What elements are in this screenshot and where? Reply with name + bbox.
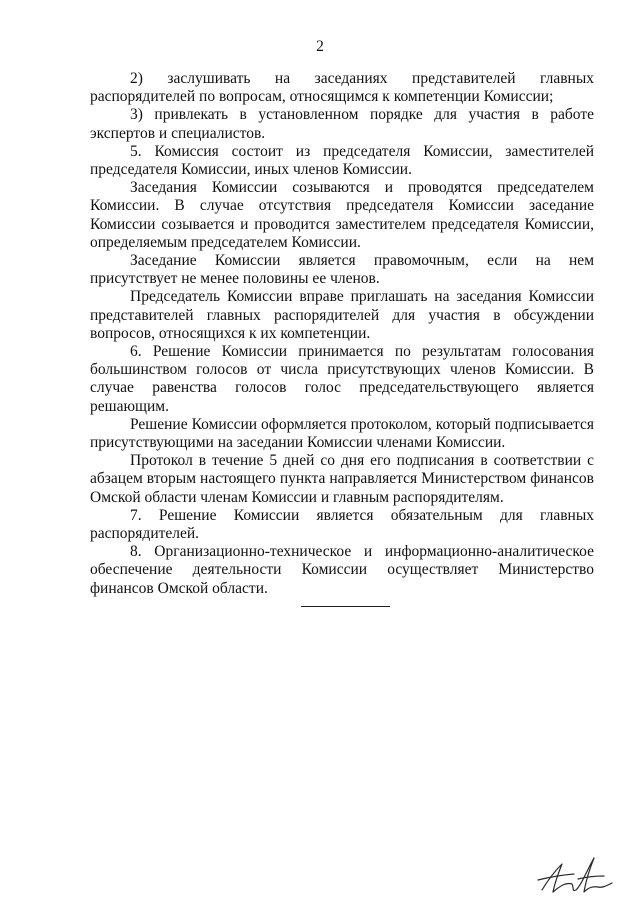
- paragraph: 2) заслушивать на заседаниях представителей главных распорядителей по вопросам, относящимся к компетенции Комиссии;: [90, 70, 594, 106]
- paragraph: 8. Организационно-техническое и информационно-аналитическое обеспечение деятельности Комиссии осуществляет Министерство финансов Омской области.: [90, 543, 594, 597]
- document-body: [90, 70, 594, 598]
- end-divider: [301, 606, 390, 607]
- paragraph: 5. Комиссия состоит из председателя Комиссии, заместителей председателя Комиссии, иных членов Комиссии.: [90, 142, 594, 179]
- paragraph: Протокол в течение 5 дней со дня его подписания в соответствии с абзацем вторым настоящего пункта направляется Министерством финансов Омской области членам Комиссии и главным распорядителям.: [90, 452, 594, 506]
- paragraph: 6. Решение Комиссии принимается по результатам голосования большинством голосов от числа присутствующих членов Комиссии. В случае равенства голосов голос председательствующего является решающим.: [90, 343, 594, 415]
- paragraph: Председатель Комиссии вправе приглашать на заседания Комиссии представителей главных распорядителей для участия в обсуждении вопросов, относящихся к их компетенции.: [90, 288, 594, 342]
- page-number: 2: [316, 38, 324, 55]
- paragraph: Заседания Комиссии созываются и проводятся председателем Комиссии. В случае отсутствия председателя Комиссии заседание Комиссии созывается и проводится заместителем председателя Комиссии, определяемым председателем Комиссии.: [90, 179, 594, 251]
- paragraph: 7. Решение Комиссии является обязательным для главных распорядителей.: [90, 506, 594, 543]
- paragraph: 3) привлекать в установленном порядке для участия в работе экспертов и специалистов.: [90, 106, 594, 142]
- paragraph: Заседание Комиссии является правомочным, если на нем присутствует не менее половины ее членов.: [90, 252, 594, 288]
- paragraph: Решение Комиссии оформляется протоколом, который подписывается присутствующими на заседании Комиссии членами Комиссии.: [90, 415, 594, 452]
- handwritten-signature-icon: [528, 850, 616, 900]
